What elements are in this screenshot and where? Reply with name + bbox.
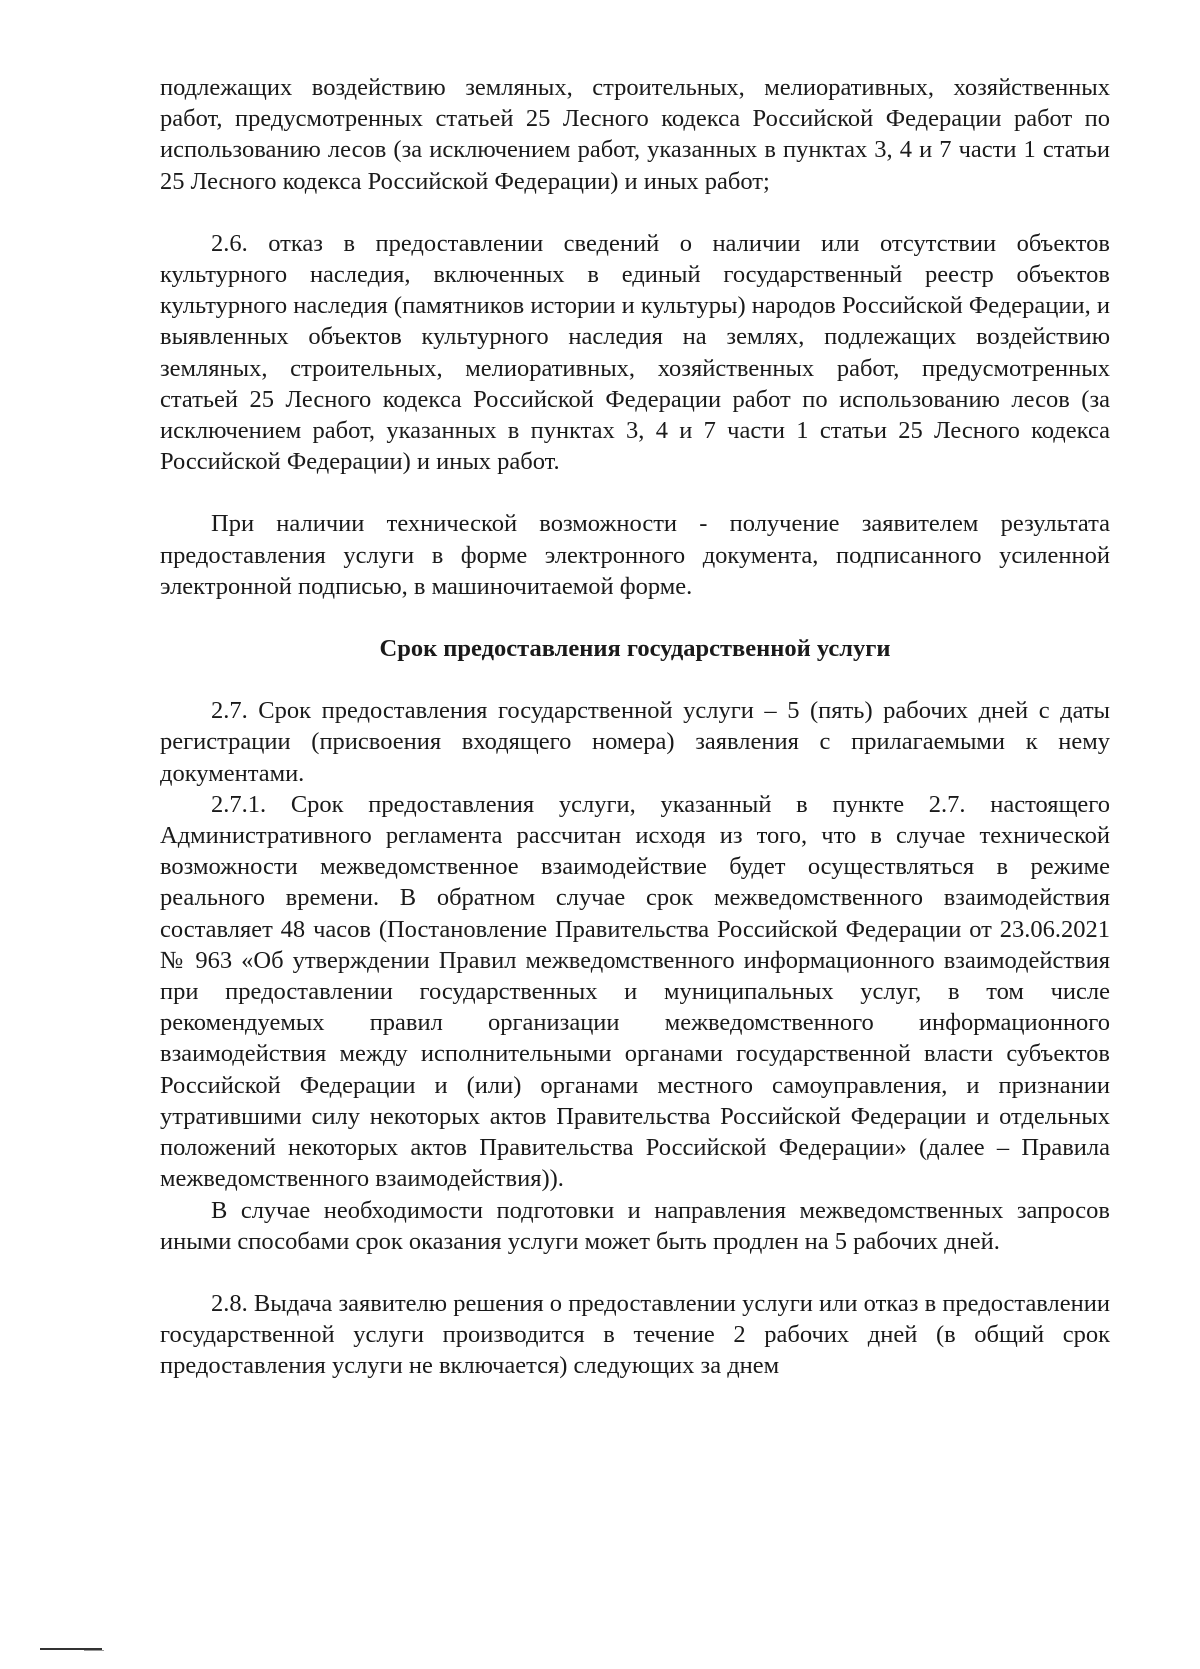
section-heading: Срок предоставления государственной услуги [379, 635, 891, 663]
paragraph-technical-possibility: При наличии технической возможности - получение заявителем результата предоставления услуги в форме электронного документа, подписанного усиленной электронной подписью, в машиночитаемой форме. [160, 510, 1110, 600]
paragraph-2-6: 2.6. отказ в предоставлении сведений о наличии или отсутствии объектов культурного наследия, включенных в единый государственный реестр объектов культурного наследия (памятников истории и культуры) народов Российской Федерации, и выявленных объектов культурного наследия на землях, подлежащих воздействию земляных, строительных, мелиоративных, хозяйственных работ, предусмотренных статьей 25 Лесного кодекса Российской Федерации работ по использованию лесов (за исключением работ, указанных в пунктах 3, 4 и 7 части 1 статьи 25 Лесного кодекса Российской Федерации) и иных работ. [160, 229, 1110, 476]
paragraph-continuation: подлежащих воздействию земляных, строительных, мелиоративных, хозяйственных работ, предусмотренных статьей 25 Лесного кодекса Российской Федерации работ по использованию лесов (за исключением работ, указанных в пунктах 3, 4 и 7 части 1 статьи 25 Лесного кодекса Российской Федерации) и иных работ; [160, 74, 1110, 195]
document-body [160, 72, 1110, 1382]
paragraph-2-7: 2.7. Срок предоставления государственной услуги – 5 (пять) рабочих дней с даты регистрации (присвоения входящего номера) заявления с прилагаемыми к нему документами. [160, 697, 1110, 787]
paragraph-extension: В случае необходимости подготовки и направления межведомственных запросов иными способами срок оказания услуги может быть продлен на 5 рабочих дней. [160, 1196, 1110, 1255]
paragraph-2-7-1: 2.7.1. Срок предоставления услуги, указанный в пункте 2.7. настоящего Административного регламента рассчитан исходя из того, что в случае технической возможности межведомственное взаимодействие будет осуществляться в режиме реального времени. В обратном случае срок межведомственного взаимодействия составляет 48 часов (Постановление Правительства Российской Федерации от 23.06.2021 № 963 «Об утверждении Правил межведомственного информационного взаимодействия при предоставлении государственных и муниципальных услуг, в том числе рекомендуемых правил организации межведомственного информационного взаимодействия между исполнительными органами государственной власти субъектов Российской Федерации и (или) органами местного самоуправления, и признании утратившими силу некоторых актов Правительства Российской Федерации и отдельных положений некоторых актов Правительства Российской Федерации» (далее – Правила межведомственного взаимодействия)). [160, 790, 1110, 1193]
paragraph-2-8: 2.8. Выдача заявителю решения о предоставлении услуги или отказ в предоставлении государственной услуги производится в течение 2 рабочих дней (в общий срок предоставления услуги не включается) следующих за днем [160, 1289, 1110, 1380]
footer-line-mark-tail [84, 1650, 104, 1651]
